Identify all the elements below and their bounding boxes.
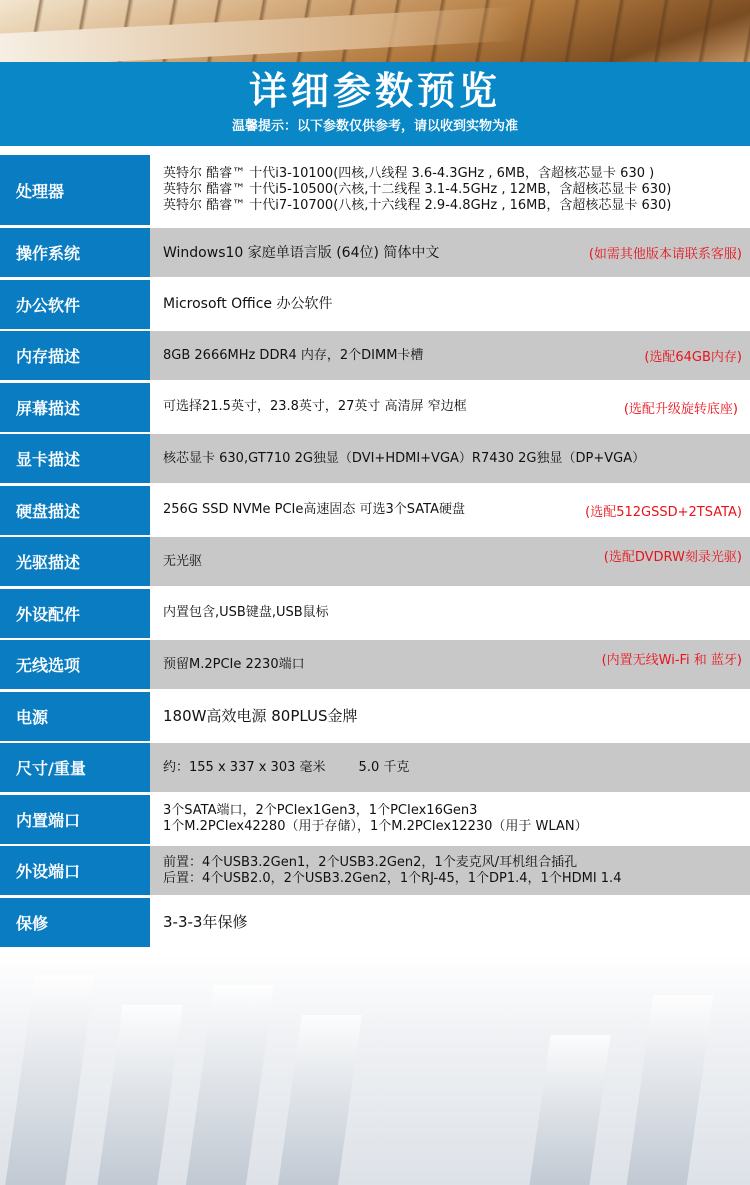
spec-line: 180W高效电源 80PLUS金牌 [163,707,358,725]
spec-value [150,692,750,741]
spec-value [150,898,750,947]
glass-pane-decoration [5,975,95,1185]
spec-row-memory [0,331,750,383]
spec-value [150,795,750,844]
spec-line: 约：155 x 337 x 303 毫米 5.0 千克 [163,759,410,775]
spec-line: 3-3-3年保修 [163,913,248,931]
spec-line: 8GB 2666MHz DDR4 内存，2个DIMM卡槽 [163,347,424,363]
top-banner-photo [0,0,750,62]
spec-label: 操作系统 [0,228,150,277]
page-title: 详细参数预览 [248,69,501,113]
spec-row-screen [0,383,750,435]
spec-line: Windows10 家庭单语言版 (64位) 简体中文 [163,244,440,261]
glass-pane-decoration [278,1015,362,1185]
glass-pane-decoration [186,985,274,1185]
page-subtitle: 温馨提示：以下参数仅供参考，请以收到实物为准 [231,119,518,134]
spec-row-external-ports [0,846,750,898]
spec-row-graphics [0,434,750,486]
bottom-background-photo [0,955,750,1185]
spec-table [0,155,750,949]
glass-pane-decoration [529,1035,610,1185]
spec-option-note: (选配512GSSD+2TSATA) [585,504,742,520]
spec-label: 办公软件 [0,280,150,329]
spec-row-processor [0,155,750,228]
spec-row-peripherals [0,589,750,641]
spec-line: 英特尔 酷睿™ 十代i7-10700(八核,十六线程 2.9-4.8GHz , 16MB，含超核芯显卡 630) [163,198,672,213]
spec-value [150,434,750,483]
wooden-beam-decoration [0,6,520,67]
spec-value [150,589,750,638]
spec-line: 无光驱 [163,553,203,569]
spec-row-wireless [0,640,750,692]
spec-row-storage [0,486,750,538]
spec-value [150,846,750,895]
spec-option-note: (选配升级旋转底座) [623,401,738,417]
spec-label: 保修 [0,898,150,947]
spec-label: 处理器 [0,155,150,225]
spec-row-warranty [0,898,750,950]
spec-label: 显卡描述 [0,434,150,483]
spec-row-dimensions [0,743,750,795]
spec-value [150,743,750,792]
spec-row-internal-ports [0,795,750,847]
glass-pane-decoration [97,1005,182,1185]
spec-line: 预留M.2PCIe 2230端口 [163,656,305,672]
spec-line: 3个SATA端口，2个PCIex1Gen3，1个PCIex16Gen3 [163,803,478,818]
spec-line: 前置：4个USB3.2Gen1，2个USB3.2Gen2，1个麦克风/耳机组合插孔 [163,854,578,870]
spec-label: 外设端口 [0,846,150,895]
spec-value [150,280,750,329]
spec-line: 英特尔 酷睿™ 十代i3-10100(四核,八线程 3.6-4.3GHz , 6MB，含超核芯显卡 630 ) [163,166,655,181]
spec-line: 1个M.2PCIex42280（用于存储），1个M.2PCIex12230（用于 WLAN） [163,819,588,834]
spec-label: 硬盘描述 [0,486,150,535]
spec-option-note: (如需其他版本请联系客服) [588,247,742,262]
spec-option-note: (选配64GB内存) [644,350,742,365]
spec-line: 可选择21.5英寸，23.8英寸，27英寸 高清屏 窄边框 [163,399,467,414]
spec-option-note: (选配DVDRW刻录光驱) [603,550,742,565]
spec-row-power [0,692,750,744]
spec-option-note: (内置无线Wi-Fi 和 蓝牙) [601,653,742,668]
spec-label: 屏幕描述 [0,383,150,432]
spec-label: 内存描述 [0,331,150,380]
spec-line: 内置包含,USB键盘,USB鼠标 [163,605,329,620]
spec-line: 核芯显卡 630,GT710 2G独显（DVI+HDMI+VGA）R7430 2G独显（DP+VGA） [163,450,646,466]
spec-line: 后置：4个USB2.0，2个USB3.2Gen2，1个RJ-45，1个DP1.4，1个HDMI 1.4 [163,870,622,886]
spec-header [0,62,750,146]
spec-row-os [0,228,750,280]
glass-pane-decoration [627,995,714,1185]
spec-label: 无线选项 [0,640,150,689]
spec-value [150,155,750,225]
spec-row-optical [0,537,750,589]
spec-label: 尺寸/重量 [0,743,150,792]
spec-label: 电源 [0,692,150,741]
spec-label: 内置端口 [0,795,150,844]
spec-line: 256G SSD NVMe PCIe高速固态 可选3个SATA硬盘 [163,502,465,517]
spec-line: 英特尔 酷睿™ 十代i5-10500(六核,十二线程 3.1-4.5GHz , 12MB，含超核芯显卡 630) [163,182,672,197]
spec-row-office [0,280,750,332]
spec-label: 外设配件 [0,589,150,638]
spec-label: 光驱描述 [0,537,150,586]
spec-line: Microsoft Office 办公软件 [163,296,333,312]
